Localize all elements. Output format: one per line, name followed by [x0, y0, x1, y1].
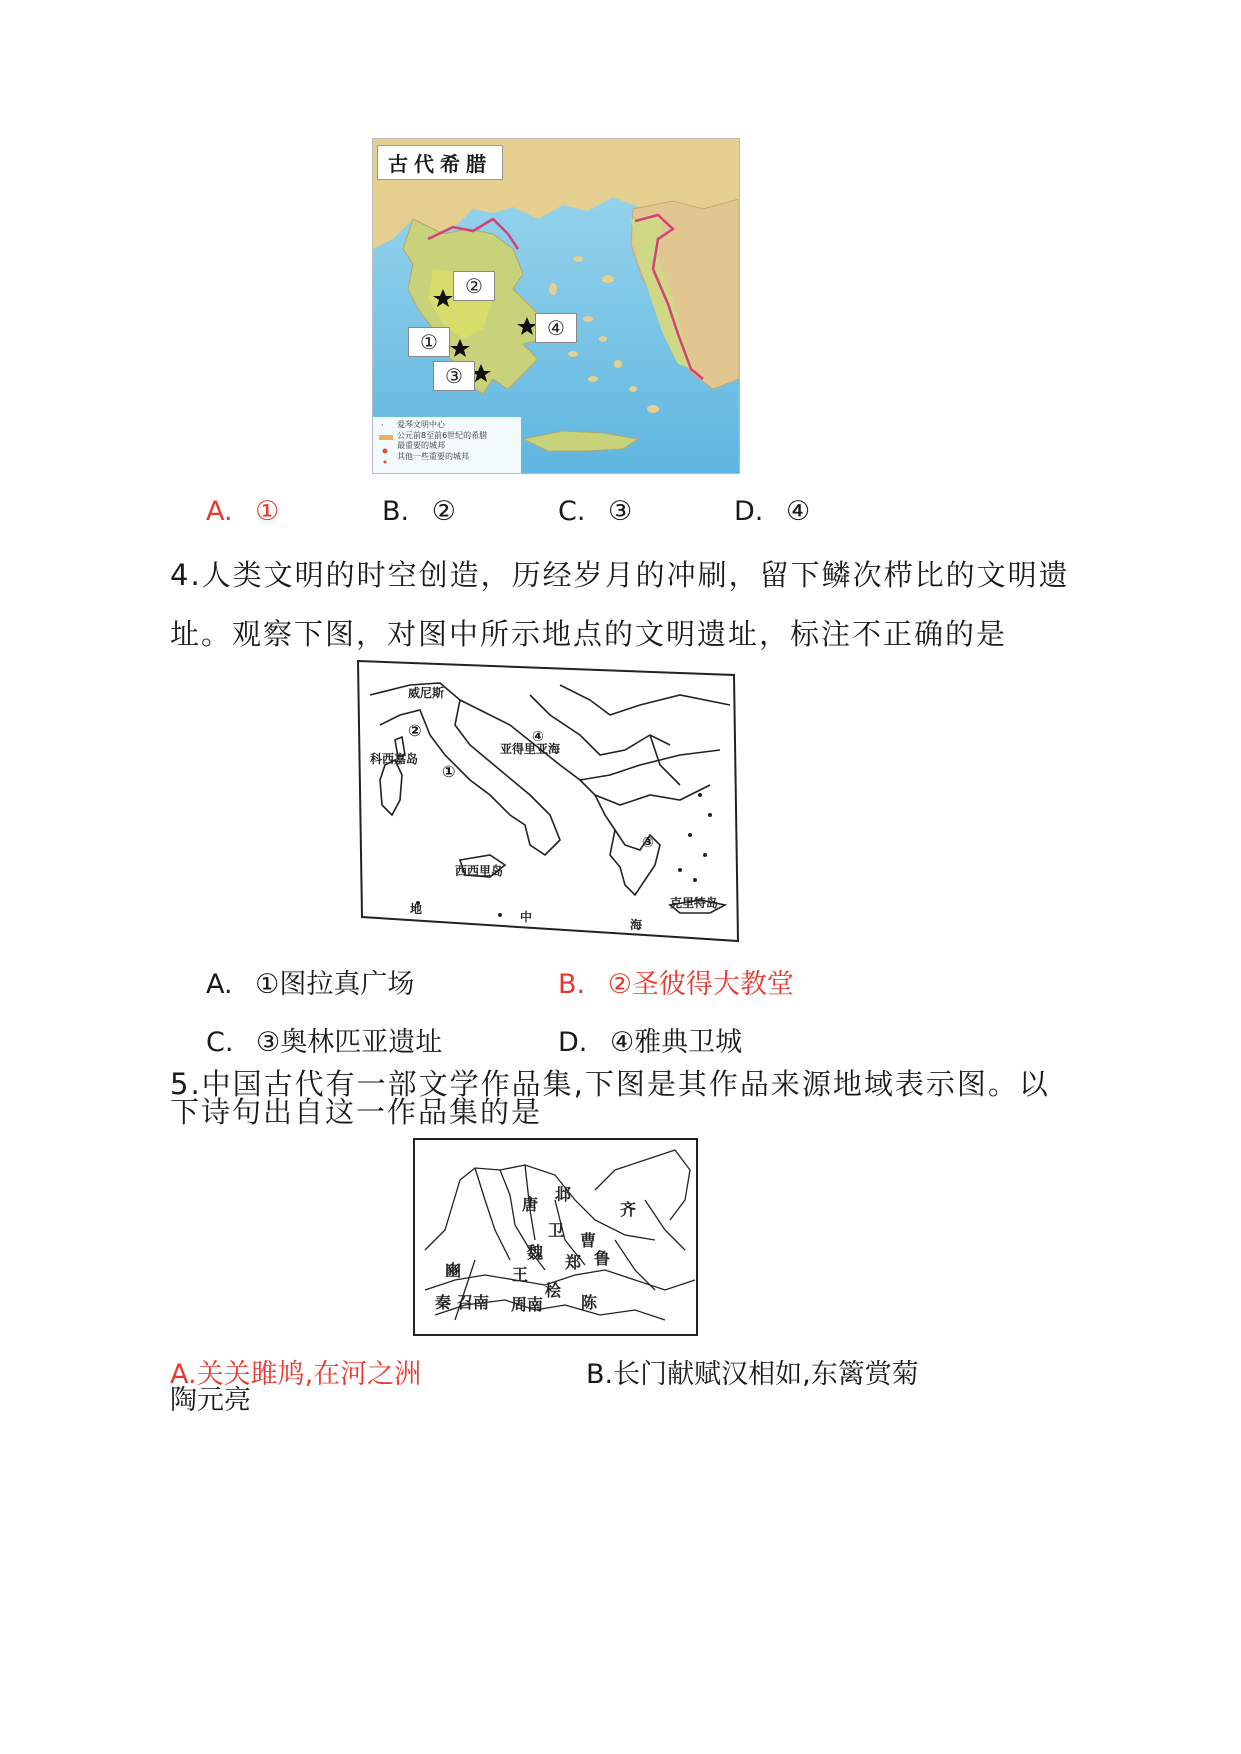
- region-label-qin: 秦: [435, 1293, 452, 1312]
- q4-option-a[interactable]: [206, 962, 414, 1001]
- option-letter: C.: [558, 496, 586, 527]
- option-letter: D.: [558, 1027, 588, 1058]
- mediterranean-map-drawing: [350, 655, 742, 945]
- svg-text:西西里岛: 西西里岛: [455, 864, 504, 878]
- region-label-kuai: 桧: [545, 1281, 562, 1300]
- region-label-wei: 魏: [527, 1243, 544, 1262]
- svg-text:海: 海: [630, 918, 643, 932]
- option-letter: A.: [170, 1359, 197, 1390]
- option-letter: B.: [558, 969, 586, 1000]
- option-letter: B.: [586, 1359, 614, 1390]
- option-letter: B.: [382, 496, 410, 527]
- svg-text:威尼斯: 威尼斯: [408, 686, 445, 700]
- svg-text:亚得里亚海: 亚得里亚海: [500, 742, 561, 756]
- region-label-bei: 邶: [555, 1185, 572, 1204]
- legend-item: 爱琴文明中心: [397, 420, 445, 429]
- q3-option-c[interactable]: [558, 496, 632, 527]
- option-text: ④: [785, 496, 811, 527]
- option-text: ①图拉真广场: [255, 969, 415, 1000]
- option-text: 长门献赋汉相如,东篱赏菊: [613, 1359, 919, 1390]
- q4-option-d[interactable]: [558, 1020, 742, 1059]
- svg-text:地: 地: [410, 902, 423, 916]
- option-letter: A.: [206, 969, 233, 1000]
- option-text: ④雅典卫城: [609, 1027, 743, 1058]
- option-text: ②圣彼得大教堂: [607, 969, 794, 1000]
- region-label-qi: 齐: [620, 1200, 637, 1219]
- svg-text:科西嘉岛: 科西嘉岛: [370, 752, 419, 766]
- q4-stem-line1: 4.人类文明的时空创造，历经岁月的冲刷，留下鳞次栉比的文明遗: [170, 558, 1070, 592]
- q5-option-b[interactable]: [586, 1352, 919, 1391]
- legend-item: 最重要的城邦: [397, 441, 445, 450]
- region-label-wang: 王: [512, 1265, 529, 1284]
- q5-stem-line2: 下诗句出自这一作品集的是: [170, 1095, 543, 1129]
- q3-option-b[interactable]: [382, 496, 456, 527]
- svg-text:·: ·: [381, 421, 384, 430]
- region-label-tang: 唐: [522, 1195, 539, 1214]
- map-marker-3: ③: [642, 835, 654, 851]
- option-letter: A.: [206, 496, 233, 527]
- q5-option-b-continuation: 陶元亮: [170, 1385, 251, 1416]
- q3-option-a[interactable]: [206, 496, 279, 527]
- map-marker-4: ④: [535, 313, 577, 343]
- region-label-bin: 豳: [445, 1261, 462, 1280]
- svg-text:克里特岛: 克里特岛: [670, 896, 719, 910]
- ancient-greece-map: [372, 138, 740, 474]
- map-marker-2: ②: [408, 721, 422, 740]
- region-label-cao: 曹: [580, 1231, 597, 1250]
- region-label-zhaonan: 召南: [457, 1293, 490, 1312]
- map-marker-2: ②: [453, 271, 495, 301]
- option-text: ②: [431, 496, 456, 527]
- option-text: ③: [608, 496, 633, 527]
- map-marker-1: ①: [408, 327, 450, 357]
- svg-text:中: 中: [520, 910, 533, 924]
- q4-stem-line2: 址。观察下图，对图中所示地点的文明遗址，标注不正确的是: [170, 617, 1008, 651]
- q3-option-d[interactable]: [734, 496, 810, 527]
- shijing-regions-map: [413, 1138, 698, 1336]
- region-label-zhounan: 周南: [511, 1295, 544, 1314]
- map-title: 古代希腊: [377, 145, 503, 180]
- map-marker-4: ④: [532, 729, 544, 745]
- option-text: 关关雎鸠,在河之洲: [196, 1359, 422, 1390]
- option-text: ③奥林匹亚遗址: [256, 1027, 443, 1058]
- q5-stem-line1: 5.中国古代有一部文学作品集,下图是其作品来源地域表示图。以: [170, 1067, 1050, 1101]
- option-letter: C.: [206, 1027, 234, 1058]
- q4-option-b[interactable]: [558, 962, 794, 1001]
- mediterranean-map: [350, 655, 742, 945]
- legend-item: 公元前8至前6世纪的希腊: [397, 430, 488, 440]
- q4-option-c[interactable]: [206, 1020, 442, 1059]
- map-marker-1: ①: [442, 762, 456, 781]
- region-label-chen: 陈: [581, 1293, 598, 1312]
- option-text: ①: [255, 496, 280, 527]
- region-label-wei-guard: 卫: [548, 1221, 565, 1240]
- region-label-zheng: 郑: [565, 1253, 582, 1272]
- map-marker-3: ③: [433, 361, 475, 391]
- legend-item: 其他一些重要的城邦: [397, 451, 469, 461]
- region-label-lu: 鲁: [594, 1249, 611, 1268]
- map-legend: [397, 420, 487, 462]
- option-letter: D.: [734, 496, 764, 527]
